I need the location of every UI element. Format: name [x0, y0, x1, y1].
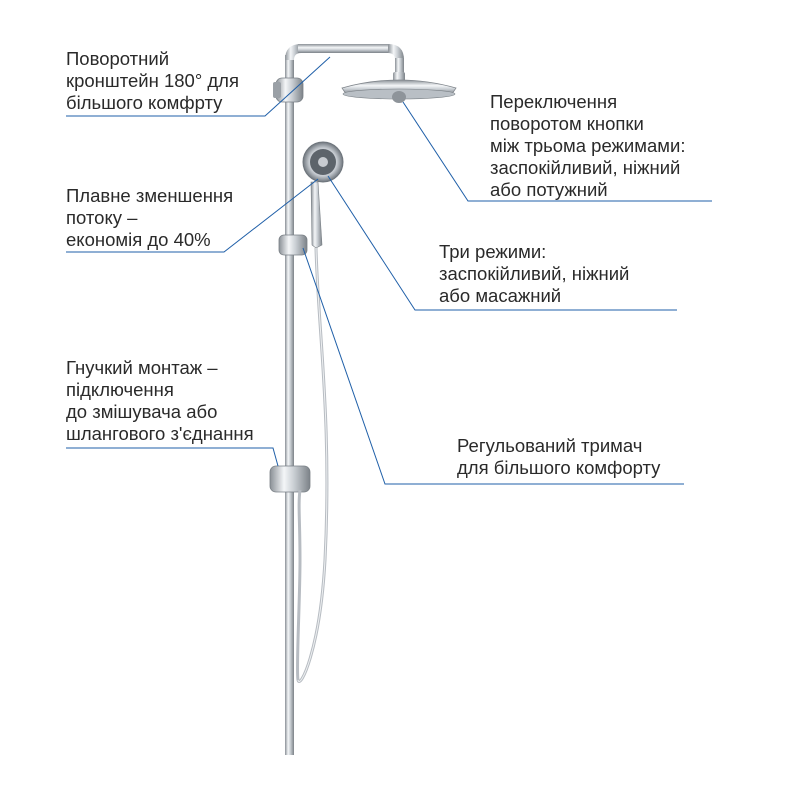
- callout-head-switch-line: або потужний: [490, 179, 608, 200]
- callout-hand-modes-line: заспокійливий, ніжний: [439, 263, 630, 284]
- callout-holder-line: Регульований тримач: [457, 435, 643, 456]
- swivel-bracket-base: [273, 82, 281, 98]
- callout-hand-modes-line: Три режими:: [439, 241, 547, 262]
- callout-bracket-line: більшого комфрту: [66, 92, 223, 113]
- riser-pipe: [285, 55, 294, 755]
- callout-bracket: [66, 48, 239, 114]
- callout-mounting-line: Гнучкий монтаж –: [66, 357, 218, 378]
- callout-flow-line: економія до 40%: [66, 229, 211, 250]
- overhead-head-selector: [392, 91, 406, 103]
- shower-arm: [298, 44, 390, 53]
- callout-mounting-line: до змішувача або: [66, 401, 218, 422]
- callout-holder: [457, 435, 660, 479]
- callout-mounting-line: підключення: [66, 379, 174, 400]
- callout-flow-line: Плавне зменшення: [66, 185, 234, 206]
- callout-mounting-line: шлангового з'єднання: [66, 423, 254, 444]
- shower-hose-highlight: [298, 248, 327, 682]
- callout-head-switch-line: поворотом кнопки: [490, 113, 644, 134]
- callout-flow: [66, 185, 233, 251]
- arm-bend: [388, 44, 404, 60]
- callout-head-switch: [490, 91, 685, 201]
- callout-head-switch-line: Переключення: [490, 91, 618, 112]
- callout-hand-modes-line: або масажний: [439, 285, 562, 306]
- bottom-connector: [270, 466, 310, 492]
- callout-bracket-line: кронштейн 180° для: [66, 70, 239, 91]
- shower-hose: [297, 248, 327, 682]
- hand-shower-center: [318, 157, 328, 167]
- callout-mounting: [66, 357, 254, 445]
- leader-mounting: [66, 448, 278, 466]
- callout-head-switch-line: заспокійливий, ніжний: [490, 157, 681, 178]
- callout-bracket-line: Поворотний: [66, 48, 170, 69]
- callout-flow-line: потоку –: [66, 207, 138, 228]
- hand-shower-handle: [311, 182, 322, 248]
- adjustable-holder: [279, 235, 307, 255]
- callout-head-switch-line: між трьома режимами:: [490, 135, 686, 156]
- callout-hand-modes: [439, 241, 629, 307]
- callout-holder-line: для більшого комфорту: [457, 457, 661, 478]
